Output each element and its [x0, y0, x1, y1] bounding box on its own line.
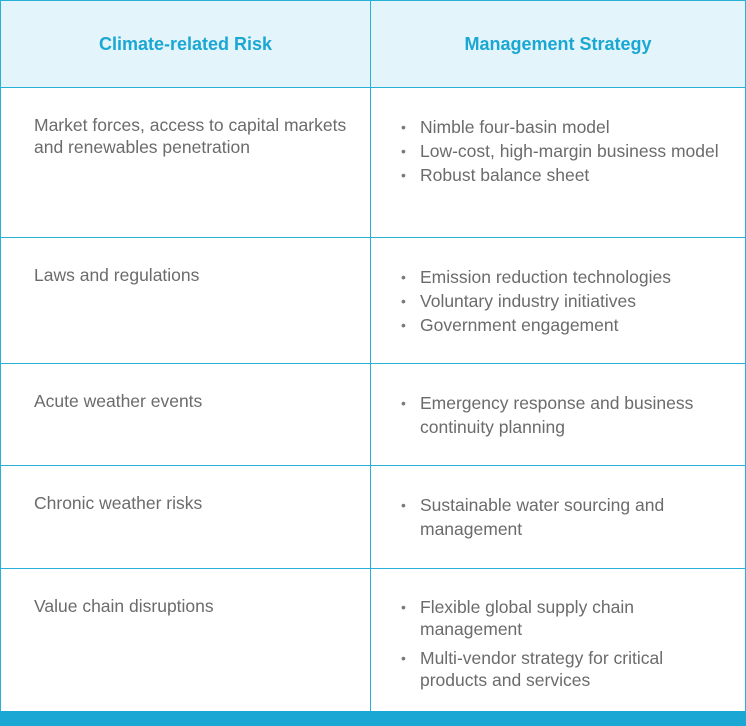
bullet-icon: • [401, 497, 406, 513]
bullet-icon: • [401, 269, 406, 285]
strategy-item-text: Sustainable water sourcing and management [420, 495, 665, 539]
column-header-strategy: Management Strategy [371, 1, 746, 88]
strategy-list [399, 391, 731, 439]
footer-accent-bar [0, 711, 746, 726]
strategy-item [399, 493, 731, 541]
strategy-item [399, 313, 731, 337]
strategy-list [399, 265, 731, 337]
bullet-icon: • [401, 650, 406, 666]
strategy-item-text: Robust balance sheet [420, 165, 590, 185]
bullet-icon: • [401, 167, 406, 183]
table-row [1, 466, 746, 569]
strategy-cell [371, 569, 746, 713]
strategy-item [399, 391, 731, 439]
table-row [1, 88, 746, 238]
strategy-list [399, 115, 731, 187]
bullet-icon: • [401, 119, 406, 135]
strategy-item-text: Multi-vendor strategy for critical products and services [420, 648, 664, 690]
table-row [1, 238, 746, 364]
bullet-icon: • [401, 395, 406, 411]
strategy-item-text: Nimble four-basin model [420, 117, 610, 137]
strategy-item-text: Government engagement [420, 315, 619, 335]
strategy-cell [371, 466, 746, 569]
strategy-cell [371, 364, 746, 466]
risk-cell: Market forces, access to capital markets and renewables penetration [1, 88, 371, 238]
bullet-icon: • [401, 317, 406, 333]
risk-cell: Value chain disruptions [1, 569, 371, 713]
table-row [1, 364, 746, 466]
strategy-item [399, 289, 731, 313]
strategy-list [399, 596, 731, 691]
strategy-item [399, 596, 731, 640]
bullet-icon: • [401, 599, 406, 615]
strategy-item-text: Emission reduction technologies [420, 267, 671, 287]
strategy-list [399, 493, 731, 541]
strategy-item [399, 163, 731, 187]
strategy-cell [371, 88, 746, 238]
bullet-icon: • [401, 293, 406, 309]
risk-cell: Acute weather events [1, 364, 371, 466]
risk-cell: Chronic weather risks [1, 466, 371, 569]
strategy-item-text: Voluntary industry initiatives [420, 291, 636, 311]
strategy-item [399, 647, 731, 691]
strategy-item-text: Low-cost, high-margin business model [420, 141, 719, 161]
strategy-item-text: Flexible global supply chain management [420, 597, 635, 639]
strategy-cell [371, 238, 746, 364]
strategy-item [399, 139, 731, 163]
strategy-item-text: Emergency response and business continuity planning [420, 393, 694, 437]
risk-cell: Laws and regulations [1, 238, 371, 364]
table-header-row [1, 1, 746, 88]
bullet-icon: • [401, 143, 406, 159]
strategy-item [399, 265, 731, 289]
strategy-item [399, 115, 731, 139]
table-row [1, 569, 746, 713]
column-header-risk: Climate-related Risk [1, 1, 371, 88]
